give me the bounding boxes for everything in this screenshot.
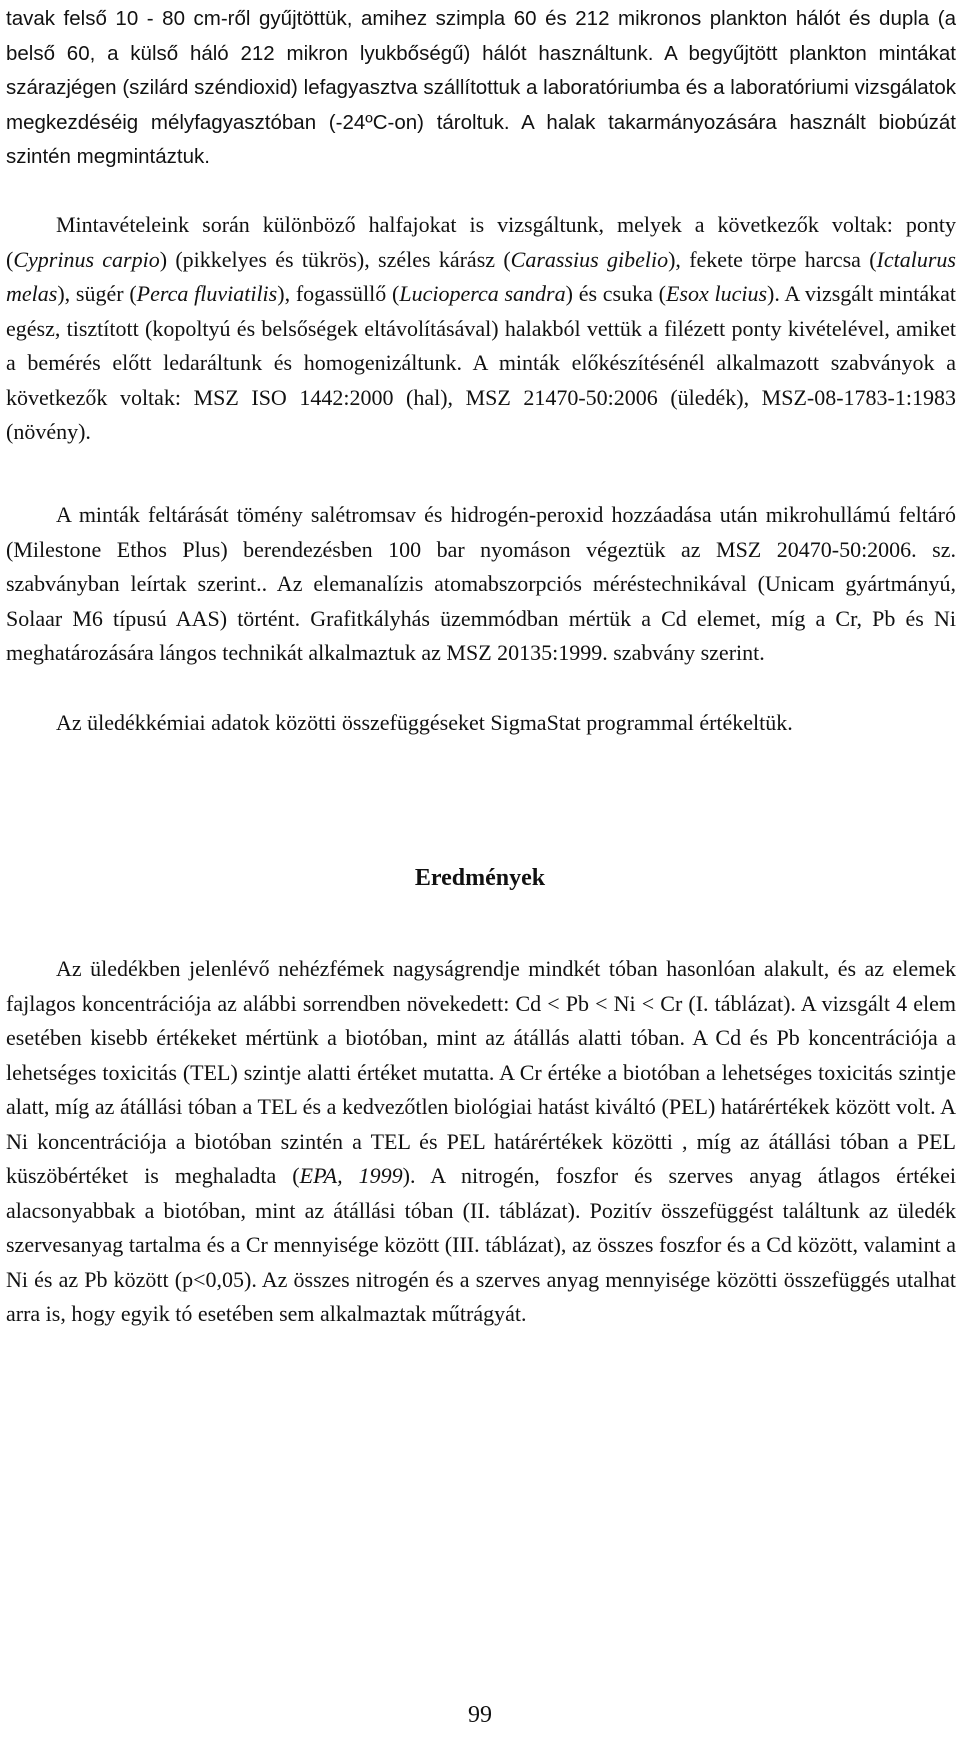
species-name: Perca fluviatilis <box>136 281 278 306</box>
paragraph-statistics <box>6 706 956 741</box>
paragraph-text: Az üledékben jelenlévő nehézfémek nagyságrendje mindkét tóban hasonlóan alakult, és az elemek fajlagos koncentrációja az alábbi sorrendben növekedett: Cd < Pb < Ni < Cr (I. táblázat). A vizsgált 4 elem esetében kisebb értékeket mértünk a biotóban, mint az átállás alatti tóban. A Cd és Pb koncentrációja a lehetséges toxicitás (TEL) szintje alatti értéket mutatta. A Cr értéke a biotóban a lehetséges toxicitás szintje alatt, míg az átállási tóban a TEL és a kedvezőtlen biológiai hatást kiváltó (PEL) határértékek között volt. A Ni koncentrációja a biotóban szintén a TEL és PEL határértékek közötti , míg az átállási tóban a PEL küszöbértéket is meghaladta ( <box>6 956 956 1188</box>
paragraph-text: ). A nitrogén, foszfor és szerves anyag átlagos értékei alacsonyabbak a biotóban, mint az átállási tóban (II. táblázat). Pozitív összefüggést találtunk az üledék szervesanyag tartalma és a Cr mennyisége között (III. táblázat), az összes foszfor és a Cd között, valamint a Ni és az Pb között (p<0,05). Az összes nitrogén és a szerves anyag mennyisége közötti összefüggés utalhat arra is, hogy egyik tó esetében sem alkalmaztak műtrágyát. <box>6 1163 956 1326</box>
paragraph-text: Mintavételeink során különböző halfajokat is vizsgáltunk, melyek a következők voltak: ponty ( <box>6 212 956 272</box>
paragraph-text: tavak felső 10 - 80 cm-ről gyűjtöttük, amihez szimpla 60 és 212 mikronos plankton hálót és dupla (a belső 60, a külső háló 212 mikron lyukbőségű) hálót használtunk. A begyűjtött plankton mintákat szárazjégen (szilárd széndioxid) lefagyasztva szállítottuk a laboratóriumba és a laboratóriumi vizsgálatok megkezdéséig mélyfagyasztóban (-24ºC-on) tároltuk. A halak takarmányozására használt biobúzát szintén megmintáztuk. <box>6 7 956 168</box>
species-name: Cyprinus carpio <box>13 246 160 272</box>
paragraph-sampling-methods <box>6 2 956 175</box>
paragraph-text: ). A vizsgált mintákat egész, tisztított (kopoltyú és belsőségek eltávolításával) halakból vettük a filézett ponty kivételével, amiket a bemérés előtt ledaráltunk és homogenizáltunk. A minták előkészítésénél alkalmazott szabványok a következők voltak: MSZ ISO 1442:2000 (hal), MSZ 21470-50:2006 (üledék), MSZ-08-1783-1:1983 (növény). <box>6 281 957 444</box>
paragraph-text: ), fogassüllő ( <box>277 281 400 306</box>
species-name: Ictalurus melas <box>6 246 956 306</box>
paragraph-text: ), sügér ( <box>57 281 137 306</box>
paragraph-text: ), fekete törpe harcsa ( <box>668 246 877 272</box>
paragraph-fish-species <box>6 208 956 450</box>
paragraph-text: A minták feltárását tömény salétromsav és hidrogén-peroxid hozzáadása után mikrohullámú feltáró (Milestone Ethos Plus) berendezésben 100 bar nyomáson végeztük az MSZ 20470-50:2006. sz. szabványban leírtak szerint.. Az elemanalízis atomabszorpciós méréstechnikával (Unicam gyártmányú, Solaar M6 típusú AAS) történt. Grafitkályhás üzemmódban mértük a Cd elemet, míg a Cr, Pb és Ni meghatározására lángos technikát alkalmaztuk az MSZ 20135:1999. szabvány szerint. <box>6 502 956 665</box>
paragraph-results <box>6 952 956 1332</box>
section-heading: Eredmények <box>414 865 546 891</box>
species-name: Lucioperca sandra <box>399 281 566 306</box>
species-name: Esox lucius <box>665 281 768 306</box>
paragraph-text: Az üledékkémiai adatok közötti összefüggéseket SigmaStat programmal értékeltük. <box>56 710 793 735</box>
paragraph-text: ) és csuka ( <box>565 281 666 306</box>
page-number: 99 <box>468 1702 492 1728</box>
citation: EPA, 1999 <box>299 1163 403 1188</box>
paragraph-text: ) (pikkelyes és tükrös), széles kárász ( <box>159 246 511 272</box>
paragraph-digestion-analysis <box>6 498 956 671</box>
species-name: Carassius gibelio <box>510 246 669 272</box>
